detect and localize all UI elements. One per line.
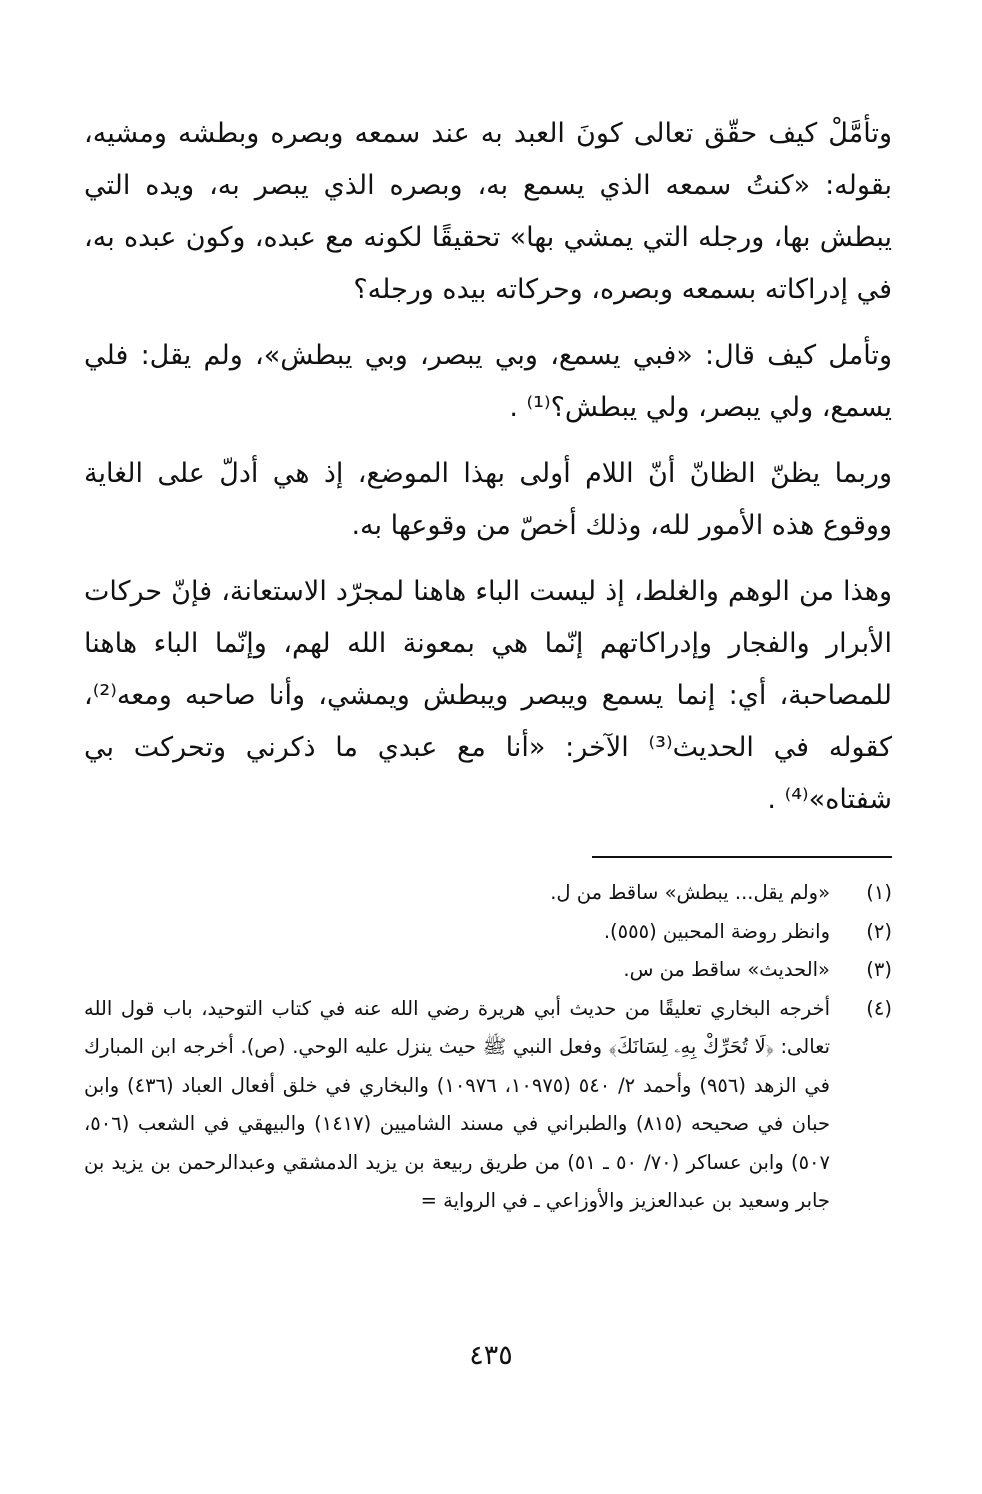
body-paragraph: وتأمل كيف قال: «فبي يسمع، وبي يبصر، وبي يبطش»، ولم يقل: فلي يسمع، ولي يبصر، ولي يبطش؟⁽¹⁾ .: [84, 340, 892, 423]
footnote-text: وانظر روضة المحبين (٥٥٥).: [603, 919, 830, 943]
footnotes: [84, 874, 892, 1221]
footnote-item: [84, 990, 892, 1221]
footnote-number: (٢): [866, 919, 892, 943]
footnote-item: [84, 874, 892, 913]
page-content: [84, 108, 892, 1221]
body-paragraph: وربما يظنّ الظانّ أنّ اللام أولى بهذا الموضع، إذ هي أدلّ على الغاية ووقوع هذه الأمور لله، وذلك أخصّ من وقوعها به.: [84, 458, 892, 541]
footnote-number: (٤): [866, 996, 892, 1020]
body-paragraph: وتأمَّلْ كيف حقّق تعالى كونَ العبد به عند سمعه وبصره وبطشه ومشيه، بقوله: «كنتُ سمعه الذي يسمع به، وبصره الذي يبصر به، ويده التي يبطش بها، ورجله التي يمشي بها» تحقيقًا لكونه مع عبده، وكون عبده به، في إدراكاته بسمعه وبصره، وحركاته بيده ورجله؟: [84, 118, 892, 305]
footnote-text: «ولم يقل... يبطش» ساقط من ل.: [550, 881, 830, 904]
footnote-number: (٣): [866, 958, 892, 981]
footnote-item: [84, 913, 892, 952]
footnote-number: (١): [866, 881, 892, 904]
footnote-item: [84, 951, 892, 990]
footnote-text: أخرجه البخاري تعليقًا من حديث أبي هريرة رضي الله عنه في كتاب التوحيد، باب قول الله تعالى: ﴿لَا تُحَرِّكْ بِهِۦ لِسَانَكَ﴾ وفعل النبي ﷺ حيث ينزل عليه الوحي. (ص). أخرجه ابن المبارك في الزهد (٩٥٦) وأحمد ٢/ ٥٤٠ (١٠٩٧٥، ١٠٩٧٦) والبخاري في خلق أفعال العباد (٤٣٦) وابن حبان في صحيحه (٨١٥) والطبراني في مسند الشاميين (١٤١٧) والبيهقي في الشعب (٥٠٦، ٥٠٧) وابن عساكر (٧٠/ ٥٠ ـ ٥١) من طريق ربيعة بن يزيد الدمشقي وعبدالرحمن بن يزيد بن جابر وسعيد بن عبدالعزيز والأوزاعي ـ في الرواية =: [84, 996, 831, 1212]
page-number: ٤٣٥: [469, 1340, 513, 1371]
footnote-separator: [592, 856, 892, 858]
footnote-text: «الحديث» ساقط من س.: [623, 958, 830, 981]
body-paragraph: وهذا من الوهم والغلط، إذ ليست الباء هاهنا لمجرّد الاستعانة، فإنّ حركات الأبرار والفجار وإدراكاتهم إنّما هي بمعونة الله لهم، وإنّما الباء هاهنا للمصاحبة، أي: إنما يسمع ويبصر ويبطش ويمشي، وأنا صاحبه ومعه⁽²⁾، كقوله في الحديث⁽³⁾ الآخر: «أنا مع عبدي ما ذكرني وتحركت بي شفتاه»⁽⁴⁾ .: [84, 576, 892, 815]
